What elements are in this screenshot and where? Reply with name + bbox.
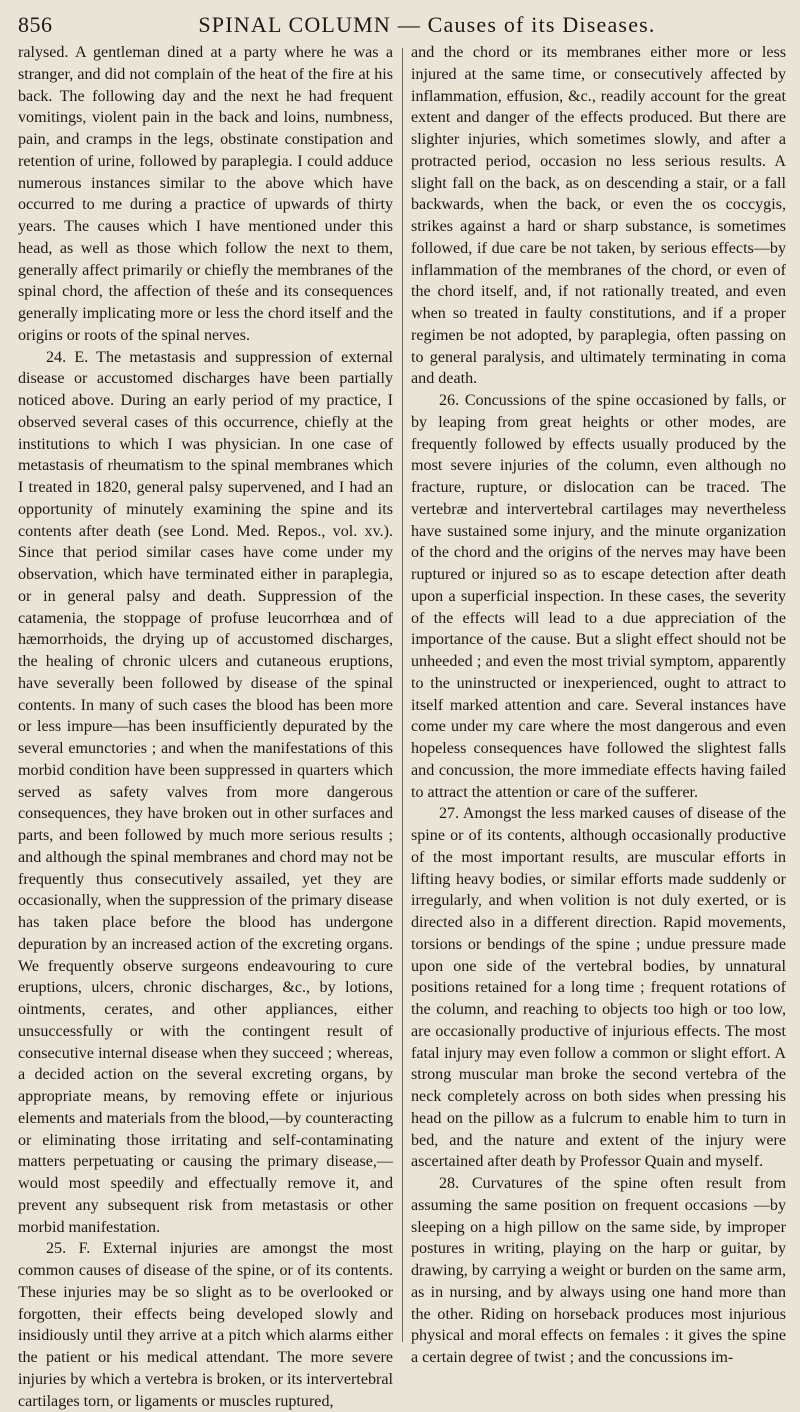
text-columns <box>18 42 786 1410</box>
paragraph-continuation: ralysed. A gentleman dined at a party where he was a stranger, and did not complain of the heat of the fire at his back. The following day and the next he had frequent vomitings, violent pain in the back and loins, numbness, pain, and cramps in the legs, obstinate constipation and retention of urine, followed by paraplegia. I could adduce numerous instances similar to the above which have occurred to me during a practice of upwards of thirty years. The causes which I have mentioned under this head, as well as those which follow the next to them, generally affect primarily or chiefly the membranes of the spinal chord, the affection of theśe and its consequences generally implicating more or less the chord itself and the origins or roots of the spinal nerves. <box>18 44 393 344</box>
paragraph-28: 28. Curvatures of the spine often result from assuming the same position on frequent occasions —by sleeping on a high pillow on the same side, by improper postures in writing, playing on the harp or guitar, by drawing, by carrying a weight or burden on the same arm, as in nursing, and by always using one hand more than the other. Riding on horseback produces most injurious physical and moral effects on females : it gives the spine a certain degree of twist ; and the concussions im- <box>411 1175 786 1366</box>
running-head: SPINAL COLUMN — Causes of its Diseases. <box>198 12 656 37</box>
paragraph-25-continued: and the chord or its membranes either more or less injured at the same time, or consecutively affected by inflammation, effusion, &c., readily account for the great extent and danger of the effects produced. But there are slighter injuries, which sometimes slowly, and after a protracted period, occasion no less serious results. A slight fall on the back, as on descending a stair, or a fall backwards, when the back, or even the os coccygis, strikes against a hard or sharp substance, is sometimes followed, if due care be not taken, by serious effects—by inflammation of the membranes of the chord, or even of the chord itself, and, if not rationally treated, and even when so treated in faulty constitutions, and if a proper regimen be not adopted, by paraplegia, often passing on to general paralysis, and ultimately terminating in coma and death. <box>411 44 786 388</box>
paragraph-27: 27. Amongst the less marked causes of disease of the spine or of its contents, although occasionally productive of the most important results, are muscular efforts in lifting heavy bodies, or similar efforts made suddenly or irregularly, and when volition is not duly exerted, or is directed also in a different direction. Rapid movements, torsions or bendings of the spine ; undue pressure made upon one side of the vertebral bodies, by unnatural positions retained for a long time ; frequent rotations of the column, and reaching to objects too high or too low, are occasionally productive of injurious effects. The most fatal injury may even follow a common or slight effort. A strong muscular man broke the second vertebra of the neck completely across on both sides when pressing his head on the pillow as a fulcrum to enable him to turn in bed, and the nature and extent of the injury were ascertained after death by Professor Quain and myself. <box>411 805 786 1171</box>
paragraph-25: 25. F. External injuries are amongst the most common causes of disease of the spine, or of its contents. These injuries may be so slight as to be overlooked or forgotten, their effects being developed slowly and insidiously until they arrive at a pitch which alarms either the patient or his medical attendant. The more severe injuries by which a vertebra is broken, or its intervertebral cartilages torn, or ligaments or muscles ruptured, <box>18 1240 393 1410</box>
page-number: 856 <box>18 12 53 37</box>
page-header <box>18 12 786 42</box>
paragraph-26: 26. Concussions of the spine occasioned by falls, or by leaping from great heights or other modes, are frequently followed by effects usually produced by the most severe injuries of the column, even although no fracture, rupture, or dislocation can be traced. The vertebræ and intervertebral cartilages may nevertheless have sustained some injury, and the minute organization of the chord and the origins of the nerves may have been ruptured or injured so as to escape detection after death upon a superficial inspection. In these cases, the severity of the effects will lead to a due appreciation of the importance of the cause. But a slight effect should not be unheeded ; and even the most trivial symptom, apparently to the uninstructed or inexperienced, ought to attract to itself marked attention and care. Several instances have come under my care where the most dangerous and even hopeless consequences have followed the slightest falls and concussion, the more immediate effects having failed to attract the attention or care of the sufferer. <box>411 392 786 801</box>
paragraph-24: 24. E. The metastasis and suppression of external disease or accustomed discharges have been partially noticed above. During an early period of my practice, I observed several cases of this occurrence, chiefly at the institutions to which I was physician. In one case of metastasis of rheumatism to the spinal membranes which I treated in 1820, general palsy supervened, and I had an opportunity of minutely examining the spine and its contents after death (see Lond. Med. Repos., vol. xv.). Since that period similar cases have come under my observation, which have terminated either in paraplegia, or in general palsy and death. Suppression of the catamenia, the stoppage of profuse leucorrhœa and of hæmorrhoids, the drying up of accustomed discharges, the healing of chronic ulcers and cutaneous eruptions, have severally been followed by disease of the spinal contents. In many of such cases the blood has been more or less impure—has been insufficiently depurated by the several emunctories ; and when the manifestations of this morbid condition have been suppressed in quarters which served as safety valves from more dangerous consequences, they have broken out in other surfaces and parts, and been followed by much more serious results ; and although the spinal membranes and chord may not be frequently thus consecutively assailed, yet they are occasionally, when the suppression of the primary disease has taken place before the blood has undergone depuration by an increased action of the excreting organs. We frequently observe surgeons endeavouring to cure eruptions, ulcers, chronic discharges, &c., by lotions, ointments, cerates, and other appliances, either unsuccessfully or with the contingent result of consecutive internal disease when they succeed ; whereas, a decided action on the several excreting organs, by appropriate means, by removing effete or injurious elements and materials from the blood,—by counteracting or eliminating those irritating and self-contaminating matters perpetuating or causing the primary disease,—would most speedily and effectually remove it, and prevent any subsequent risk from metastasis or other morbid manifestation. <box>18 348 393 1236</box>
left-column <box>18 42 393 1410</box>
column-divider <box>402 48 403 1342</box>
right-column <box>411 42 786 1366</box>
